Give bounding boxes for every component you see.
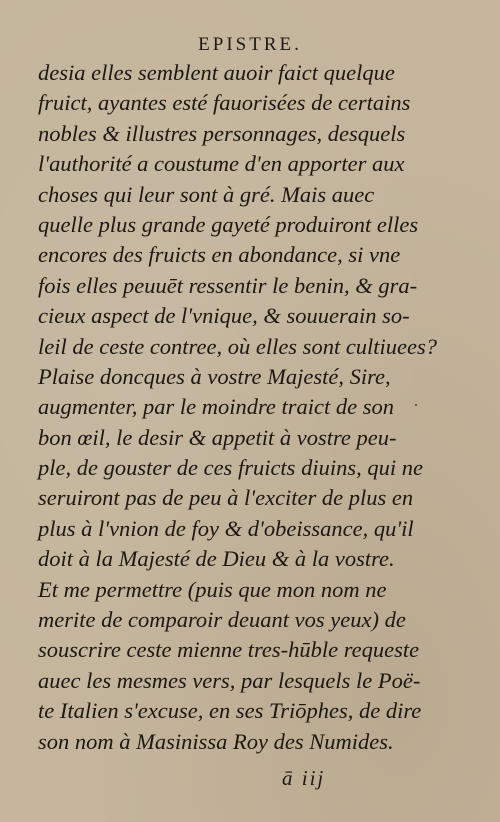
text-line: Plaise doncques à vostre Majesté, Sire, [38,363,391,389]
text-line: quelle plus grande gayeté produiront elles [38,211,419,237]
text-line: souscrire ceste mienne tres-hūble requeste [38,637,420,663]
text-line: l'authorité a coustume d'en apporter aux [38,151,405,177]
text-line: son nom à Masinissa Roy des Numides. [38,728,394,754]
text-line: fois elles peuuēt ressentir le benin, & gra- [38,272,418,298]
text-line: fruict, ayantes esté fauorisées de certains [38,90,411,116]
text-line: te Italien s'excuse, en ses Triōphes, de dire [38,698,422,724]
signature-mark: ā iij [282,766,326,790]
text-line: nobles & illustres personnages, desquels [38,120,406,146]
text-line: auec les mesmes vers, par lesquels le Poë- [38,667,421,693]
text-line: doit à la Majesté de Dieu & à la vostre. [38,546,395,572]
text-line: augmenter, par le moindre traict de son [38,394,395,420]
running-head: EPISTRE. [198,34,302,55]
text-line: choses qui leur sont à gré. Mais auec [38,181,375,207]
paper-speck [415,404,417,406]
text-line: cieux aspect de l'vnique, & souuerain so- [38,303,410,329]
text-line: bon œil, le desir & appetit à vostre peu- [38,424,397,450]
text-line: leil de ceste contree, où elles sont cultiuees? [38,333,438,359]
text-line: Et me permettre (puis que mon nom ne [38,576,387,602]
text-line: seruiront pas de peu à l'exciter de plus en [38,485,414,511]
text-line: plus à l'vnion de foy & d'obeissance, qu'il [38,515,414,541]
text-line: merite de comparoir deuant vos yeux) de [38,607,406,633]
text-line: encores des fruicts en abondance, si vne [38,242,401,268]
text-line: desia elles semblent auoir faict quelque [38,60,395,85]
text-line: ple, de gouster de ces fruicts diuins, qui ne [38,455,423,481]
epistle-text [38,58,478,757]
